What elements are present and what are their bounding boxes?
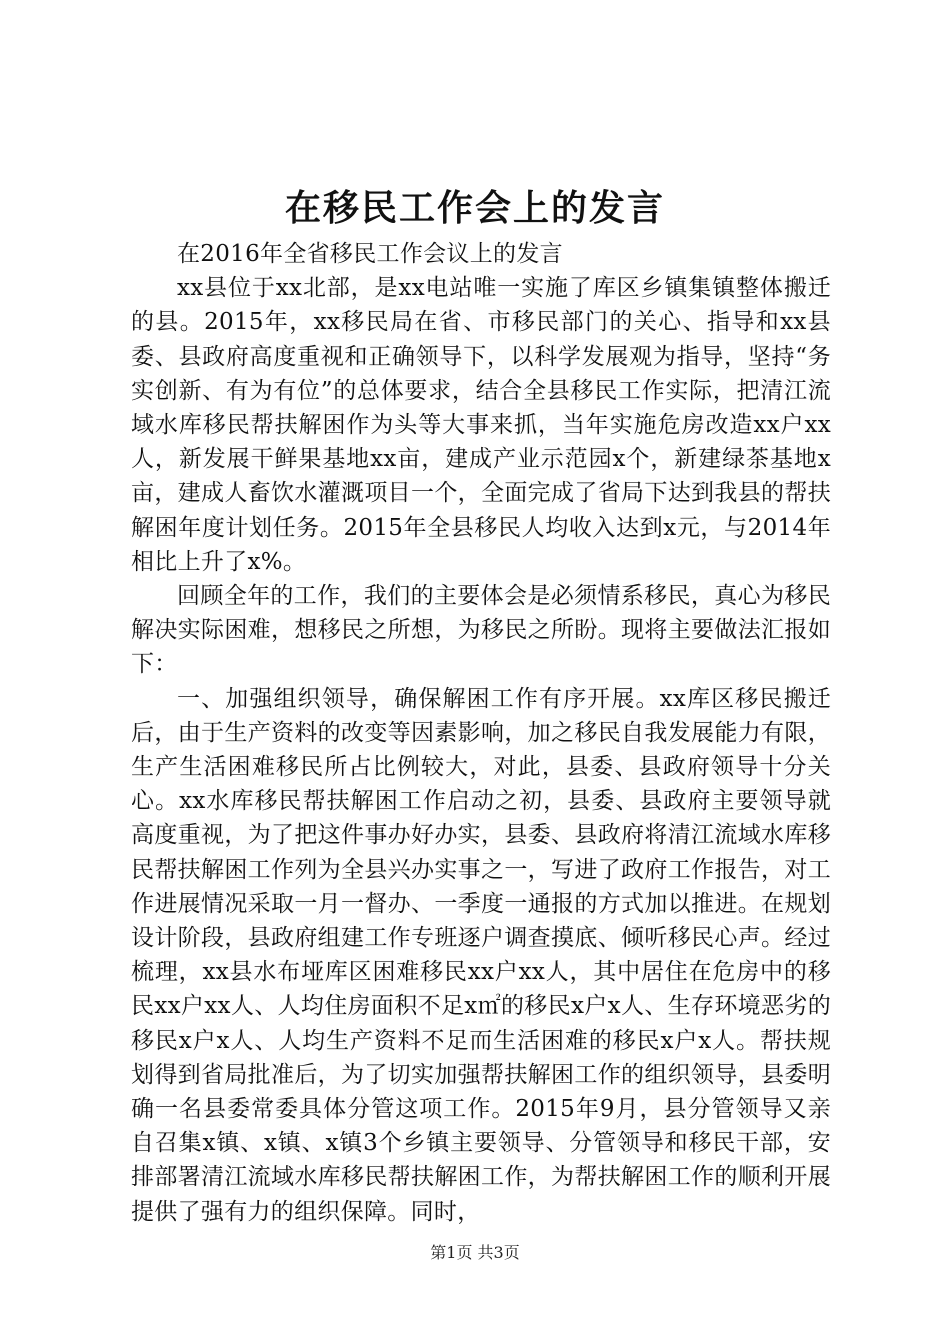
page-number-footer: 第1页 共3页 — [430, 1243, 520, 1262]
document-title: 在移民工作会上的发言 — [284, 187, 665, 229]
paragraph-section-one: 一、加强组织领导，确保解困工作有序开展。xx库区移民搬迁后，由于生产资料的改变等因素影响，加之移民自我发展能力有限，生产生活困难移民所占比例较大，对此，县委、县政府领导十分关心。xx水库移民帮扶解困工作启动之初，县委、县政府主要领导就高度重视，为了把这件事办好办实，县委、县政府将清江流域水库移民帮扶解困工作列为全县兴办实事之一，写进了政府工作报告，对工作进展情况采取一月一督办、一季度一通报的方式加以推进。在规划设计阶段，县政府组建工作专班逐户调查摸底、倾听移民心声。经过梳理，xx县水布垭库区困难移民xx户xx人，其中居住在危房中的移民xx户xx人、人均住房面积不足x㎡的移民x户x人、生存环境恶劣的移民x户x人、人均生产资料不足而生活困难的移民x户x人。帮扶规划得到省局批准后，为了切实加强帮扶解困工作的组织领导，县委明确一名县委常委具体分管这项工作。2015年9月，县分管领导又亲自召集x镇、x镇、x镇3个乡镇主要领导、分管领导和移民干部，安排部署清江流域水库移民帮扶解困工作，为帮扶解困工作的顺利开展提供了强有力的组织保障。同时， — [131, 685, 831, 1225]
paragraph-subtitle: 在2016年全省移民工作会议上的发言 — [177, 241, 563, 267]
paragraph-review: 回顾全年的工作，我们的主要体会是必须情系移民，真心为移民解决实际困难，想移民之所想，为移民之所盼。现将主要做法汇报如下： — [131, 583, 831, 678]
paragraph-intro: xx县位于xx北部，是xx电站唯一实施了库区乡镇集镇整体搬迁的县。2015年，xx移民局在省、市移民部门的关心、指导和xx县委、县政府高度重视和正确领导下，以科学发展观为指导，坚持“务实创新、有为有位”的总体要求，结合全县移民工作实际，把清江流域水库移民帮扶解困作为头等大事来抓，当年实施危房改造xx户xx人，新发展干鲜果基地xx亩，建成产业示范园x个，新建绿茶基地x亩，建成人畜饮水灌溉项目一个，全面完成了省局下达到我县的帮扶解困年度计划任务。2015年全县移民人均收入达到x元，与2014年相比上升了x%。 — [131, 275, 831, 575]
document-body — [131, 237, 831, 1229]
